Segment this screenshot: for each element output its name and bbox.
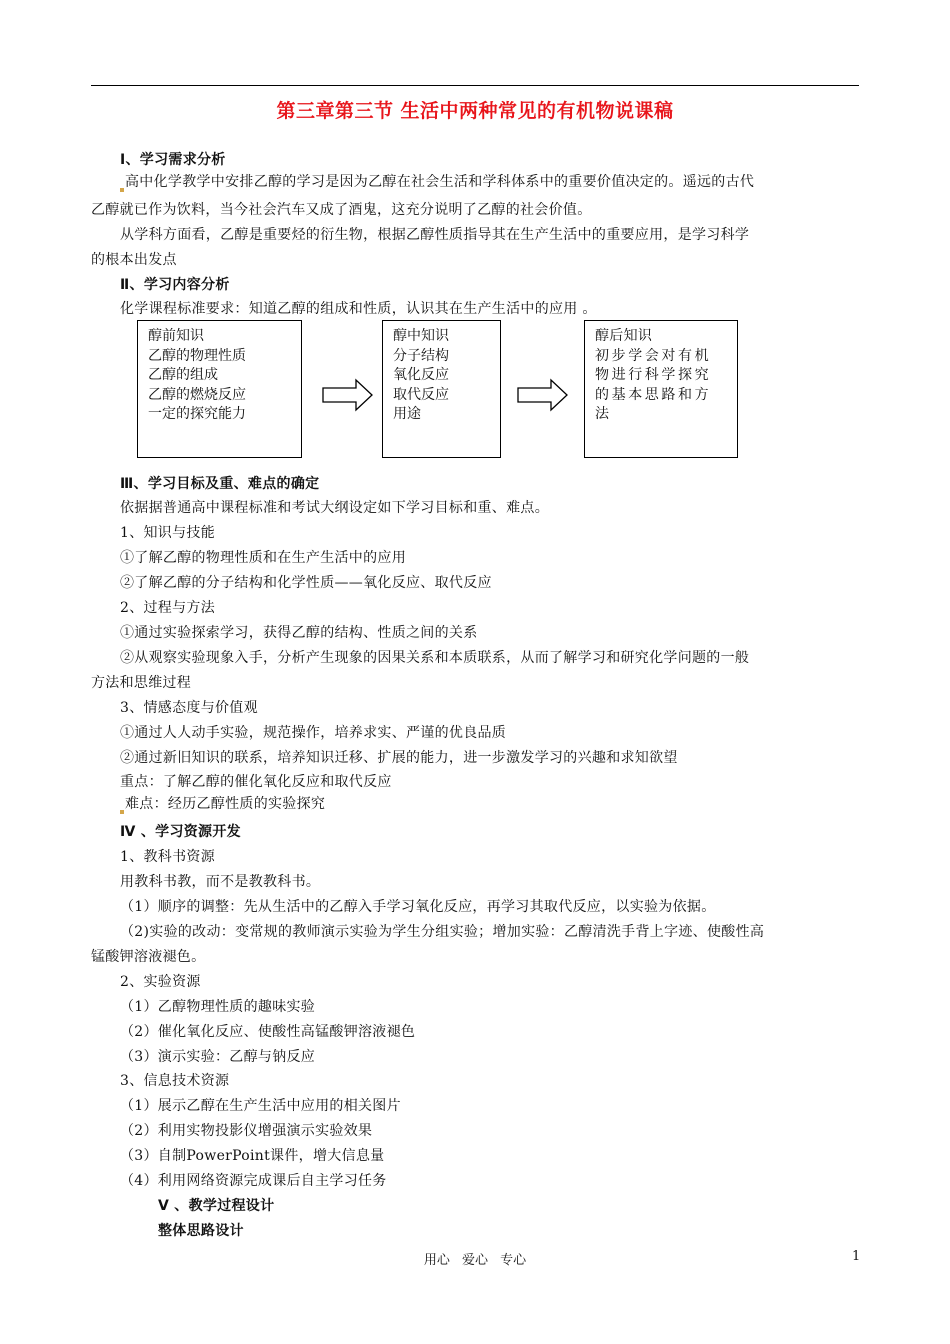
post-knowledge-box (584, 320, 738, 458)
in-knowledge-box (382, 320, 501, 458)
section-3-line: ①通过实验探索学习，获得乙醇的结构、性质之间的关系 (120, 625, 478, 641)
right-arrow-icon (322, 378, 374, 412)
section-3-line: 3、情感态度与价值观 (120, 700, 258, 716)
page-number: 1 (852, 1249, 861, 1264)
difficult-point (120, 794, 325, 814)
section-4-line: 用教科书教，而不是教教科书。 (120, 874, 321, 890)
section-4-line: 1、教科书资源 (120, 849, 216, 865)
section-3-line: ②了解乙醇的分子结构和化学性质——氧化反应、取代反应 (120, 575, 492, 591)
section-1-para-1a (120, 172, 754, 192)
box-line: 用途 (393, 406, 421, 422)
header-rule (91, 85, 859, 86)
box-line: 乙醇的物理性质 (148, 347, 246, 364)
section-2-intro: 化学课程标准要求：知道乙醇的组成和性质，认识其在生产生活中的应用 。 (120, 301, 597, 317)
section-4-line: （1）乙醇物理性质的趣味实验 (120, 999, 316, 1015)
section-3-heading: Ⅲ、学习目标及重、难点的确定 (120, 476, 320, 492)
section-4-line: （1）展示乙醇在生产生活中应用的相关图片 (120, 1098, 401, 1114)
section-2-heading: Ⅱ、学习内容分析 (120, 277, 230, 293)
section-3-line: ①通过人人动手实验，规范操作，培养求实、严谨的优良品质 (120, 725, 507, 741)
section-3-line: 方法和思维过程 (91, 675, 192, 691)
box-line: 醇后知识 (595, 328, 653, 344)
box-line: 分子结构 (393, 347, 449, 364)
section-4-line: （1）顺序的调整：先从生活中的乙醇入手学习氧化反应，再学习其取代反应，以实验为依据。 (120, 899, 716, 915)
section-3-line: ①了解乙醇的物理性质和在生产生活中的应用 (120, 550, 406, 566)
box-line: 初步学会对有机 (595, 347, 712, 364)
section-4-line: （2）利用实物投影仪增强演示实验效果 (120, 1123, 373, 1139)
section-3-line: 1、知识与技能 (120, 525, 216, 541)
edit-mark-icon (120, 810, 124, 814)
section-4-line: 2、实验资源 (120, 974, 201, 990)
box-line: 的基本思路和方 (595, 386, 712, 403)
section-1-heading: Ⅰ、学习需求分析 (120, 152, 226, 168)
box-line: 乙醇的燃烧反应 (148, 386, 246, 403)
section-1-para-1a-text: 高中化学教学中安排乙醇的学习是因为乙醇在社会生活和学科体系中的重要价值决定的。遥远的古代 (125, 174, 755, 190)
section-4-line: 3、信息技术资源 (120, 1073, 230, 1089)
section-4-line: （2)实验的改动：变常规的教师演示实验为学生分组实验；增加实验：乙醇清洗手背上字迹、使酸性高 (120, 924, 765, 940)
right-arrow-icon (517, 378, 569, 412)
box-line: 物进行科学探究 (595, 367, 712, 383)
section-3-line: 2、过程与方法 (120, 600, 216, 616)
section-4-line: （3）自制PowerPoint课件，增大信息量 (120, 1148, 385, 1164)
pre-knowledge-box (137, 320, 302, 458)
section-5-heading: Ⅴ 、教学过程设计 (158, 1198, 275, 1214)
section-1-para-1b: 乙醇就已作为饮料，当今社会汽车又成了酒鬼，这充分说明了乙醇的社会价值。 (91, 202, 592, 218)
difficult-point-text: 难点：经历乙醇性质的实验探究 (125, 796, 326, 812)
box-line: 乙醇的组成 (148, 367, 218, 383)
section-1-para-2b: 的根本出发点 (91, 252, 177, 268)
page-footer: 用心 爱心 专心 (423, 1253, 527, 1268)
section-5-subheading: 整体思路设计 (158, 1223, 244, 1239)
page-title: 第三章第三节 生活中两种常见的有机物说课稿 (276, 100, 674, 122)
box-line: 一定的探究能力 (148, 406, 246, 422)
edit-mark-icon (120, 188, 124, 192)
section-4-line: （4）利用网络资源完成课后自主学习任务 (120, 1173, 387, 1189)
box-line: 醇前知识 (148, 328, 204, 344)
key-point: 重点：了解乙醇的催化氧化反应和取代反应 (120, 774, 392, 790)
section-1-para-2a: 从学科方面看，乙醇是重要烃的衍生物，根据乙醇性质指导其在生产生活中的重要应用，是学习科学 (120, 227, 750, 243)
section-4-heading: Ⅳ 、学习资源开发 (120, 824, 241, 840)
box-line: 醇中知识 (393, 328, 449, 344)
section-3-line: ②从观察实验现象入手，分析产生现象的因果关系和本质联系，从而了解学习和研究化学问题的一般 (120, 650, 750, 666)
box-line: 法 (595, 406, 612, 422)
section-4-line: 锰酸钾溶液褪色。 (91, 949, 206, 965)
section-3-intro: 依据据普通高中课程标准和考试大纲设定如下学习目标和重、难点。 (120, 500, 549, 516)
section-3-line: ②通过新旧知识的联系，培养知识迁移、扩展的能力，进一步激发学习的兴趣和求知欲望 (120, 750, 678, 766)
box-line: 取代反应 (393, 386, 449, 403)
box-line: 氧化反应 (393, 367, 449, 383)
section-4-line: （3）演示实验：乙醇与钠反应 (120, 1049, 316, 1065)
section-4-line: （2）催化氧化反应、使酸性高锰酸钾溶液褪色 (120, 1024, 416, 1040)
